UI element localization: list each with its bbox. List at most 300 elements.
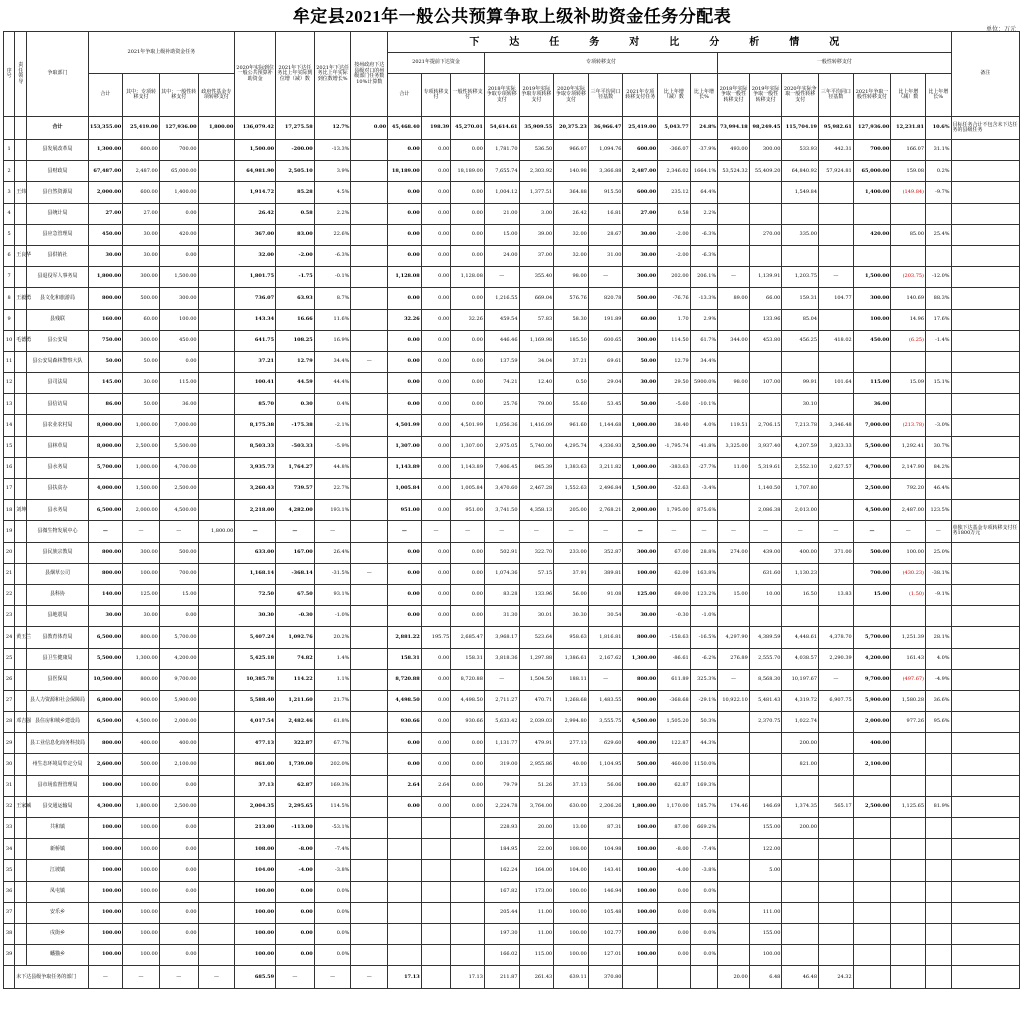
row-cell: 3.9% bbox=[314, 161, 351, 182]
row-remark bbox=[951, 182, 1019, 203]
col-sp-2019: 2019年实际争取专项转移支付 bbox=[519, 74, 554, 117]
row-cell bbox=[351, 648, 388, 669]
row-leader bbox=[15, 754, 27, 775]
row-cell: 4,500.00 bbox=[123, 712, 160, 733]
row-cell: 5900.0% bbox=[690, 373, 718, 394]
row-seq: 22 bbox=[4, 584, 15, 605]
row-cell bbox=[782, 860, 819, 881]
row-cell bbox=[351, 479, 388, 500]
row-cell: 1150.0% bbox=[690, 754, 718, 775]
row-cell: 1,816.81 bbox=[588, 627, 623, 648]
row-dept: 县扶贫办 bbox=[27, 479, 88, 500]
row-cell bbox=[351, 309, 388, 330]
col-special: 其中：专项转移支付 bbox=[123, 74, 160, 117]
row-cell: 100.00 bbox=[123, 775, 160, 796]
page-title: 牟定县2021年一般公共预算争取上级补助资金任务分配表 bbox=[292, 7, 732, 26]
row-cell: 344.00 bbox=[718, 330, 750, 351]
row-cell: 951.00 bbox=[388, 500, 422, 521]
row-cell: 16.66 bbox=[276, 309, 315, 330]
row-cell: 0.00 bbox=[388, 394, 422, 415]
col-sp-2020: 2020年实际争取专项转移支付 bbox=[554, 74, 589, 117]
row-seq: 2 bbox=[4, 161, 15, 182]
row-cell bbox=[718, 945, 750, 966]
row-cell: 8,720.88 bbox=[451, 669, 485, 690]
row-cell: 100.00 bbox=[623, 775, 658, 796]
row-cell: 0.00 bbox=[421, 351, 451, 372]
row-cell: 300.00 bbox=[853, 288, 891, 309]
row-cell bbox=[198, 627, 235, 648]
row-cell: 99.91 bbox=[782, 373, 819, 394]
row-remark bbox=[951, 712, 1019, 733]
row-cell: 0.00 bbox=[451, 775, 485, 796]
row-cell: 22.00 bbox=[519, 839, 554, 860]
row-cell bbox=[198, 796, 235, 817]
row-cell bbox=[421, 860, 451, 881]
row-cell: 0.00 bbox=[159, 881, 198, 902]
row-cell bbox=[926, 881, 952, 902]
row-cell: 10.00 bbox=[749, 584, 782, 605]
table-row bbox=[4, 542, 1020, 563]
total-cell: 0.00 bbox=[351, 117, 388, 140]
row-cell: 100.00 bbox=[123, 881, 160, 902]
row-cell: 107.00 bbox=[749, 373, 782, 394]
row-cell: 30.00 bbox=[88, 606, 123, 627]
row-cell: 0.00 bbox=[421, 796, 451, 817]
row-cell: 0.00 bbox=[159, 902, 198, 923]
col-leader: 责任领导 bbox=[15, 32, 27, 117]
row-cell: 31.00 bbox=[588, 245, 623, 266]
row-cell: 20.2% bbox=[314, 627, 351, 648]
row-cell: 57,924.81 bbox=[819, 161, 854, 182]
row-leader bbox=[15, 945, 27, 966]
row-cell: 56.00 bbox=[554, 584, 589, 605]
table-row bbox=[4, 415, 1020, 436]
unassigned-cell: 261.43 bbox=[519, 966, 554, 989]
row-cell: 29.50 bbox=[658, 373, 691, 394]
row-cell: 1,383.63 bbox=[554, 457, 589, 478]
row-cell: 364.88 bbox=[554, 182, 589, 203]
row-cell: 8.7% bbox=[314, 288, 351, 309]
row-cell bbox=[819, 860, 854, 881]
row-cell: 100.00 bbox=[853, 309, 891, 330]
row-dept: 凤屯镇 bbox=[27, 881, 88, 902]
row-leader bbox=[15, 690, 27, 711]
row-cell: 6,500.00 bbox=[88, 627, 123, 648]
row-cell: 450.00 bbox=[159, 330, 198, 351]
row-seq: 13 bbox=[4, 394, 15, 415]
table-row bbox=[4, 627, 1020, 648]
row-cell: 3,818.36 bbox=[484, 648, 519, 669]
row-cell bbox=[198, 245, 235, 266]
row-cell: 1,500.00 bbox=[853, 267, 891, 288]
row-cell bbox=[198, 690, 235, 711]
row-dept: 县统计局 bbox=[27, 203, 88, 224]
row-cell bbox=[388, 839, 422, 860]
row-cell: -2.00 bbox=[658, 245, 691, 266]
row-cell: 1,416.09 bbox=[519, 415, 554, 436]
row-cell: 536.50 bbox=[519, 140, 554, 161]
row-cell: 2,500.00 bbox=[159, 479, 198, 500]
row-cell: 736.07 bbox=[235, 288, 276, 309]
row-leader bbox=[15, 584, 27, 605]
row-dept: 县退役军人事务局 bbox=[27, 267, 88, 288]
total-cell: 25,419.00 bbox=[123, 117, 160, 140]
row-cell: 67.50 bbox=[276, 584, 315, 605]
row-cell: 1,144.68 bbox=[588, 415, 623, 436]
row-cell: 200.00 bbox=[782, 733, 819, 754]
row-cell: 53,524.32 bbox=[718, 161, 750, 182]
row-remark bbox=[951, 436, 1019, 457]
row-cell bbox=[198, 182, 235, 203]
row-cell: 500.00 bbox=[623, 288, 658, 309]
total-cell: 17,275.58 bbox=[276, 117, 315, 140]
row-cell: -3.8% bbox=[314, 860, 351, 881]
row-cell: 2,086.38 bbox=[749, 500, 782, 521]
row-cell: 2,370.75 bbox=[749, 712, 782, 733]
row-cell: 0.00 bbox=[421, 161, 451, 182]
table-row bbox=[4, 945, 1020, 966]
row-leader bbox=[15, 224, 27, 245]
row-cell: 100.00 bbox=[123, 563, 160, 584]
row-cell bbox=[718, 563, 750, 584]
row-cell: 2,627.57 bbox=[819, 457, 854, 478]
row-cell: 133.96 bbox=[749, 309, 782, 330]
total-cell: 127,936.00 bbox=[853, 117, 891, 140]
row-cell bbox=[198, 373, 235, 394]
total-cell: 54,614.61 bbox=[484, 117, 519, 140]
row-cell bbox=[421, 818, 451, 839]
row-cell: 133.96 bbox=[519, 584, 554, 605]
row-cell bbox=[782, 351, 819, 372]
row-cell: 104.98 bbox=[588, 839, 623, 860]
row-dept: 县工业信息化商务科技局 bbox=[27, 733, 88, 754]
row-cell: — bbox=[819, 669, 854, 690]
col-total: 合计 bbox=[88, 74, 123, 117]
row-cell: -86.61 bbox=[658, 648, 691, 669]
row-remark bbox=[951, 330, 1019, 351]
row-cell: 2,000.00 bbox=[88, 182, 123, 203]
row-cell: 100.00 bbox=[554, 902, 589, 923]
row-remark bbox=[951, 775, 1019, 796]
row-cell: 1,268.68 bbox=[554, 690, 589, 711]
row-cell: (1.50) bbox=[891, 584, 926, 605]
row-cell: -10.1% bbox=[690, 394, 718, 415]
unassigned-cell: — bbox=[88, 966, 123, 989]
col-earlier: 按州政府下达县级对口的州级部门任务数10%计算数 bbox=[351, 32, 388, 117]
row-cell bbox=[891, 775, 926, 796]
row-cell: 1,800.00 bbox=[198, 521, 235, 542]
row-cell: 13.83 bbox=[819, 584, 854, 605]
row-dept: 县财政局 bbox=[27, 161, 88, 182]
row-cell bbox=[853, 923, 891, 944]
row-dept: 县残联 bbox=[27, 309, 88, 330]
row-cell: 0.4% bbox=[314, 394, 351, 415]
row-cell: 8,568.30 bbox=[749, 669, 782, 690]
row-cell: 0.00 bbox=[421, 436, 451, 457]
row-cell: 800.00 bbox=[88, 733, 123, 754]
row-cell bbox=[718, 902, 750, 923]
row-remark bbox=[951, 796, 1019, 817]
row-cell: 0.00 bbox=[421, 224, 451, 245]
row-cell: 100.00 bbox=[88, 839, 123, 860]
row-cell bbox=[351, 542, 388, 563]
row-seq: 11 bbox=[4, 351, 15, 372]
row-cell: 32.00 bbox=[554, 224, 589, 245]
row-cell bbox=[819, 712, 854, 733]
row-cell: 169.3% bbox=[314, 775, 351, 796]
row-cell: 277.13 bbox=[554, 733, 589, 754]
row-cell: 205.00 bbox=[554, 500, 589, 521]
table-row bbox=[4, 373, 1020, 394]
col-govbond: 政府性基金专项转移支付 bbox=[198, 74, 235, 117]
row-cell: 4.5% bbox=[314, 182, 351, 203]
row-cell: (213.78) bbox=[891, 415, 926, 436]
row-cell: 792.20 bbox=[891, 479, 926, 500]
row-cell: 100.00 bbox=[235, 945, 276, 966]
row-cell: 0.2% bbox=[926, 161, 952, 182]
row-cell: 0.00 bbox=[388, 182, 422, 203]
unassigned-cell: 211.87 bbox=[484, 966, 519, 989]
row-cell: 2,147.90 bbox=[891, 457, 926, 478]
row-cell: 1,000.00 bbox=[123, 457, 160, 478]
row-leader: 王家臧 bbox=[15, 796, 27, 817]
table-row bbox=[4, 245, 1020, 266]
row-cell: 961.60 bbox=[554, 415, 589, 436]
total-cell: 136,079.42 bbox=[235, 117, 276, 140]
row-cell: 21.00 bbox=[484, 203, 519, 224]
row-cell: 750.00 bbox=[88, 330, 123, 351]
row-cell: -113.00 bbox=[276, 818, 315, 839]
row-cell bbox=[351, 796, 388, 817]
row-cell: 0.00 bbox=[421, 203, 451, 224]
table-row bbox=[4, 775, 1020, 796]
row-cell bbox=[853, 203, 891, 224]
row-cell: 100.00 bbox=[623, 860, 658, 881]
row-cell: 1,400.00 bbox=[853, 182, 891, 203]
row-cell: 5,425.18 bbox=[235, 648, 276, 669]
row-cell: -53.1% bbox=[314, 818, 351, 839]
row-cell bbox=[351, 394, 388, 415]
row-cell: 173.00 bbox=[519, 881, 554, 902]
row-cell: 300.00 bbox=[123, 267, 160, 288]
row-seq: 16 bbox=[4, 457, 15, 478]
row-cell: 0.00 bbox=[421, 245, 451, 266]
unassigned-cell bbox=[891, 966, 926, 989]
row-cell: — bbox=[159, 521, 198, 542]
row-cell bbox=[421, 923, 451, 944]
table-row bbox=[4, 394, 1020, 415]
row-cell: 930.66 bbox=[388, 712, 422, 733]
unassigned-cell: 639.11 bbox=[554, 966, 589, 989]
row-remark bbox=[951, 902, 1019, 923]
row-cell: 100.00 bbox=[623, 563, 658, 584]
row-cell: 100.00 bbox=[88, 881, 123, 902]
row-cell: 100.00 bbox=[235, 881, 276, 902]
row-cell: 4,378.70 bbox=[819, 627, 854, 648]
row-cell: 0.00 bbox=[388, 288, 422, 309]
row-cell bbox=[891, 754, 926, 775]
row-cell bbox=[819, 818, 854, 839]
row-cell: 0.00 bbox=[159, 606, 198, 627]
row-dept: 县水务局 bbox=[27, 500, 88, 521]
row-cell: 26.4% bbox=[314, 542, 351, 563]
row-cell bbox=[749, 754, 782, 775]
row-cell bbox=[198, 500, 235, 521]
row-cell bbox=[819, 245, 854, 266]
unassigned-cell: — bbox=[351, 966, 388, 989]
row-cell: 2,487.00 bbox=[123, 161, 160, 182]
row-cell: 6,500.00 bbox=[88, 712, 123, 733]
table-row bbox=[4, 754, 1020, 775]
row-seq: 29 bbox=[4, 733, 15, 754]
row-dept: 县市场监督管理局 bbox=[27, 775, 88, 796]
row-cell bbox=[891, 881, 926, 902]
total-cell: 36,966.47 bbox=[588, 117, 623, 140]
row-cell: 800.00 bbox=[123, 669, 160, 690]
table-row bbox=[4, 351, 1020, 372]
row-cell: 5,500.00 bbox=[88, 648, 123, 669]
row-cell: 0.00 bbox=[451, 733, 485, 754]
row-cell bbox=[351, 182, 388, 203]
row-cell: 1,000.00 bbox=[623, 457, 658, 478]
unassigned-label: 未下达县级争取任务的部门 bbox=[15, 966, 88, 989]
row-cell bbox=[853, 902, 891, 923]
row-cell: 79.00 bbox=[519, 394, 554, 415]
row-cell: 500.00 bbox=[853, 542, 891, 563]
row-cell: 2,685.47 bbox=[451, 627, 485, 648]
row-cell: 861.00 bbox=[235, 754, 276, 775]
row-cell bbox=[718, 754, 750, 775]
row-cell bbox=[351, 818, 388, 839]
row-cell: 167.00 bbox=[276, 542, 315, 563]
row-cell: 5,900.00 bbox=[853, 690, 891, 711]
row-dept: 县教育体育局 bbox=[27, 627, 88, 648]
row-cell: 166.07 bbox=[891, 140, 926, 161]
row-cell: 1,300.00 bbox=[88, 140, 123, 161]
row-cell bbox=[819, 309, 854, 330]
row-cell: 108.25 bbox=[276, 330, 315, 351]
row-cell: 335.00 bbox=[782, 224, 819, 245]
row-dept: 县烟草公司 bbox=[27, 563, 88, 584]
row-cell: 0.00 bbox=[388, 224, 422, 245]
row-cell: 57.83 bbox=[519, 309, 554, 330]
table-row bbox=[4, 140, 1020, 161]
row-cell: 1,914.72 bbox=[235, 182, 276, 203]
row-cell bbox=[451, 945, 485, 966]
row-cell: — bbox=[891, 521, 926, 542]
row-cell: 155.00 bbox=[749, 818, 782, 839]
row-cell: -8.00 bbox=[658, 839, 691, 860]
row-cell: 123.2% bbox=[690, 584, 718, 605]
row-cell: 197.30 bbox=[484, 923, 519, 944]
row-seq: 27 bbox=[4, 690, 15, 711]
row-cell: 1,504.50 bbox=[519, 669, 554, 690]
row-cell: 1,128.08 bbox=[388, 267, 422, 288]
row-cell: 46.4% bbox=[926, 479, 952, 500]
row-cell: -3.0% bbox=[926, 415, 952, 436]
row-seq: 30 bbox=[4, 754, 15, 775]
row-cell: 50.00 bbox=[88, 351, 123, 372]
row-cell: -6.3% bbox=[314, 245, 351, 266]
row-cell: (497.67) bbox=[891, 669, 926, 690]
row-cell: 5,481.43 bbox=[749, 690, 782, 711]
row-dept: 戌街乡 bbox=[27, 923, 88, 944]
row-cell bbox=[819, 182, 854, 203]
row-cell: 2,167.62 bbox=[588, 648, 623, 669]
row-cell: 0.00 bbox=[421, 479, 451, 500]
row-cell: 0.00 bbox=[276, 881, 315, 902]
row-seq: 1 bbox=[4, 140, 15, 161]
row-cell bbox=[782, 945, 819, 966]
row-cell: 1,500.00 bbox=[123, 479, 160, 500]
row-cell: 1,292.41 bbox=[891, 436, 926, 457]
row-leader: 王毅勇 bbox=[15, 288, 27, 309]
row-cell: 7,655.74 bbox=[484, 161, 519, 182]
row-cell: 95.6% bbox=[926, 712, 952, 733]
row-seq: 4 bbox=[4, 203, 15, 224]
row-cell: 821.00 bbox=[782, 754, 819, 775]
row-cell: 39.00 bbox=[519, 224, 554, 245]
row-dept: 安乐乡 bbox=[27, 902, 88, 923]
row-cell bbox=[718, 182, 750, 203]
col-dept: 争取部门 bbox=[27, 32, 88, 117]
row-cell: 4,038.57 bbox=[782, 648, 819, 669]
row-cell: 36.6% bbox=[926, 690, 952, 711]
row-cell: 4,358.13 bbox=[519, 500, 554, 521]
row-remark bbox=[951, 606, 1019, 627]
row-cell bbox=[782, 839, 819, 860]
row-cell bbox=[421, 945, 451, 966]
row-cell: 0.00 bbox=[451, 140, 485, 161]
row-cell: 185.50 bbox=[554, 330, 589, 351]
row-cell: 30.30 bbox=[554, 606, 589, 627]
row-leader bbox=[15, 839, 27, 860]
row-cell: — bbox=[690, 521, 718, 542]
row-cell bbox=[388, 923, 422, 944]
row-cell bbox=[351, 245, 388, 266]
row-cell: 0.00 bbox=[388, 542, 422, 563]
row-cell: -76.76 bbox=[658, 288, 691, 309]
row-seq: 18 bbox=[4, 500, 15, 521]
row-cell: 0.00 bbox=[388, 584, 422, 605]
row-cell: 102.77 bbox=[588, 923, 623, 944]
row-cell: 213.00 bbox=[235, 818, 276, 839]
row-cell: 0.00 bbox=[159, 203, 198, 224]
row-cell: 17.6% bbox=[926, 309, 952, 330]
row-cell bbox=[198, 902, 235, 923]
row-cell: — bbox=[519, 521, 554, 542]
row-cell: 10,197.67 bbox=[782, 669, 819, 690]
row-cell: 1,377.51 bbox=[519, 182, 554, 203]
row-cell: 2.9% bbox=[690, 309, 718, 330]
total-cell: 5,043.77 bbox=[658, 117, 691, 140]
row-cell: 0.0% bbox=[690, 881, 718, 902]
row-dept: 县科协 bbox=[27, 584, 88, 605]
row-cell: 0.58 bbox=[276, 203, 315, 224]
row-cell: 100.00 bbox=[159, 309, 198, 330]
row-cell: 453.80 bbox=[749, 330, 782, 351]
row-cell: 631.60 bbox=[749, 563, 782, 584]
row-seq: 37 bbox=[4, 902, 15, 923]
row-cell: 0.00 bbox=[421, 140, 451, 161]
row-cell: 63.93 bbox=[276, 288, 315, 309]
row-cell bbox=[351, 373, 388, 394]
row-cell: 108.00 bbox=[235, 839, 276, 860]
row-seq: 38 bbox=[4, 923, 15, 944]
row-cell: 14.96 bbox=[891, 309, 926, 330]
row-cell: 4,389.59 bbox=[749, 627, 782, 648]
row-cell bbox=[853, 351, 891, 372]
